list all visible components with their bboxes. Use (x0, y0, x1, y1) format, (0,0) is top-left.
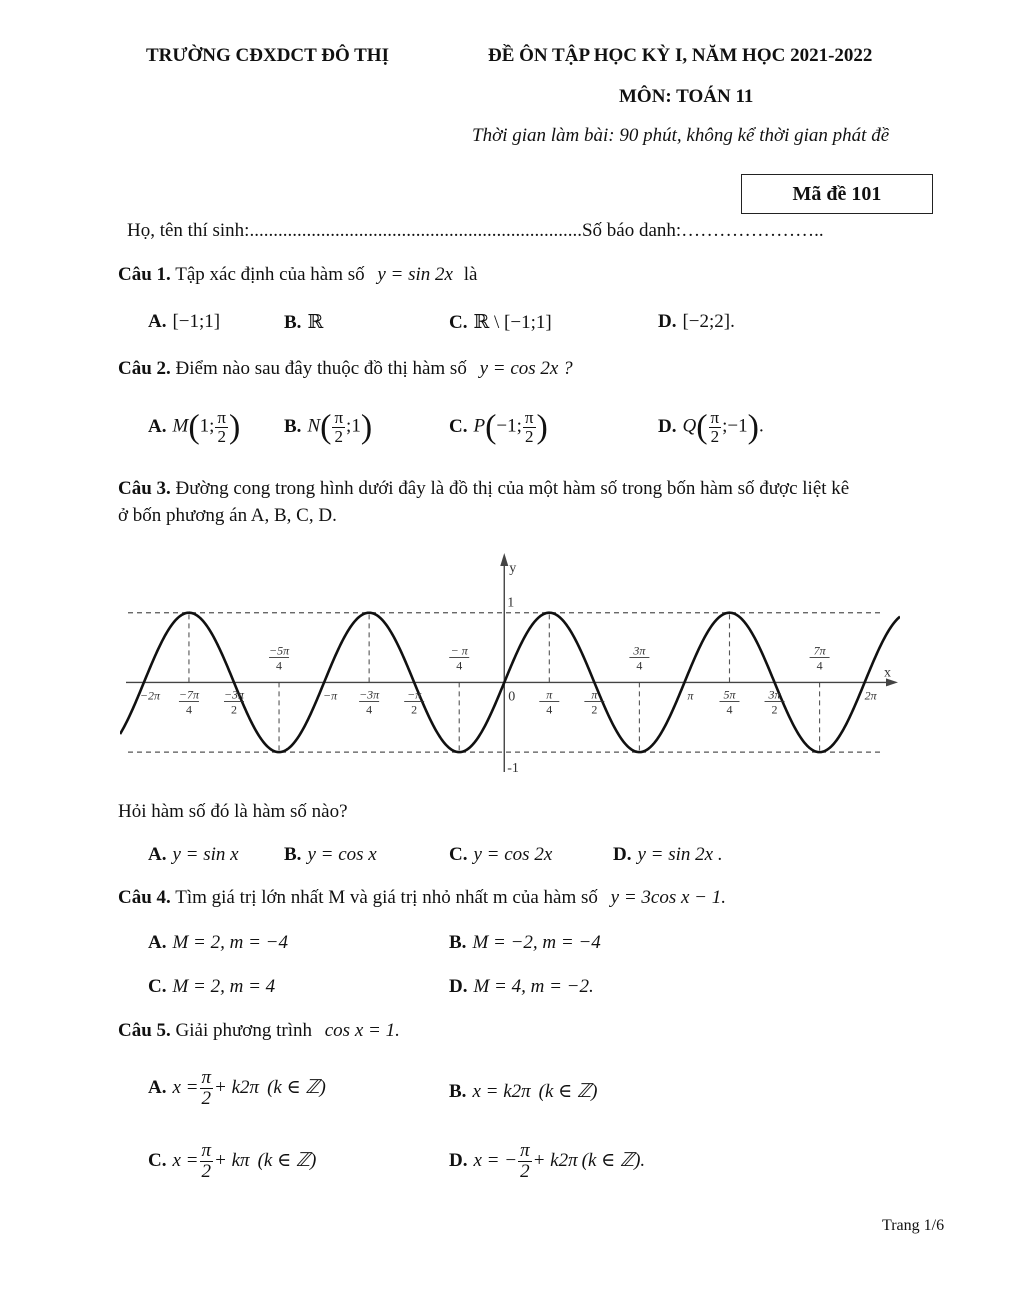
eq-condition: (k ∈ ℤ) (267, 1076, 326, 1098)
option-label: D. (449, 1149, 468, 1171)
x-tick-label (449, 643, 469, 672)
formula: y = 3cos x − 1. (610, 887, 726, 908)
candidate-line: Họ, tên thí sinh:......................................................................Số báo danh:………………….. (127, 220, 824, 241)
time-note: Thời gian làm bài: 90 phút, không kể thời gian phát đề (472, 125, 890, 146)
tick-den: 4 (546, 702, 553, 717)
option-label: A. (148, 844, 167, 865)
tick-den: 4 (276, 658, 283, 673)
tick-den: 4 (366, 702, 373, 717)
y-tick-1: 1 (507, 595, 515, 611)
fraction (200, 1141, 214, 1182)
question-3-prompt: Hỏi hàm số đó là hàm số nào? (118, 801, 348, 822)
q3-option-c (449, 844, 552, 866)
option-label: A. (148, 1076, 167, 1098)
y-tick-minus-1: -1 (507, 761, 519, 777)
tick-num: −2π (139, 688, 160, 703)
point-name: Q (682, 415, 697, 437)
option-label: D. (613, 844, 632, 865)
x-tick-label (687, 688, 694, 702)
question-text: Điểm nào sau đây thuộc đồ thị hàm số (175, 358, 467, 379)
tick-num: 7π (813, 643, 826, 658)
eq-post: + kπ (214, 1149, 250, 1171)
x-tick-label (359, 687, 380, 716)
y-axis-label: y (509, 561, 517, 576)
tick-den: 4 (636, 658, 643, 673)
fraction (709, 409, 722, 446)
y-axis-arrow (500, 553, 508, 566)
frac-num: π (524, 408, 534, 427)
tick-den: 2 (771, 702, 778, 717)
frac-num: π (201, 1067, 212, 1088)
option-label: D. (449, 976, 468, 997)
q1-option-b (284, 311, 323, 334)
option-label: D. (658, 415, 677, 437)
question-text: Đường cong trong hình dưới đây là đồ thị của một hàm số trong bốn hàm số được liệt kê (175, 478, 850, 499)
question-2 (118, 358, 573, 380)
option-text: M = −2, m = −4 (472, 932, 601, 953)
q1-option-c (449, 311, 552, 334)
x-axis-label: x (884, 665, 891, 681)
frac-den: 2 (710, 426, 720, 446)
exam-code-box (741, 174, 933, 214)
question-4 (118, 887, 726, 909)
coord-post: ;1 (346, 415, 361, 437)
frac-den: 2 (201, 1087, 212, 1109)
frac-den: 2 (334, 426, 343, 446)
formula: y = sin 2x (377, 264, 453, 285)
tick-num: −3π (359, 687, 380, 702)
option-label: A. (148, 415, 167, 437)
question-suffix: là (463, 264, 478, 285)
eq-pre: x = (172, 1149, 199, 1171)
q5-option-a (148, 1068, 326, 1109)
tick-num: π (591, 687, 598, 702)
option-label: B. (449, 932, 467, 953)
option-label: A. (148, 932, 167, 953)
option-end: . (758, 415, 764, 437)
formula: y = cos 2x ? (479, 358, 573, 379)
x-tick-label (179, 687, 200, 716)
fraction (215, 409, 228, 446)
question-number: Câu 2. (118, 358, 171, 379)
option-text: y = sin 2x . (637, 844, 723, 865)
option-label: B. (449, 1081, 467, 1102)
q4-option-b (449, 932, 601, 954)
x-tick-label (719, 687, 739, 716)
question-number: Câu 5. (118, 1020, 171, 1041)
x-tick-label (865, 688, 878, 702)
frac-den: 2 (217, 426, 226, 446)
q4-option-d (449, 976, 594, 998)
eq-condition: (k ∈ ℤ). (581, 1149, 646, 1171)
eq-pre: x = − (473, 1149, 518, 1171)
tick-num: − π (450, 643, 468, 658)
tick-num: −π (323, 688, 338, 703)
tick-den: 2 (411, 702, 418, 717)
frac-num: π (201, 1140, 212, 1161)
eq-condition: (k ∈ ℤ) (257, 1149, 317, 1171)
x-tick-label (810, 643, 830, 672)
formula: cos x = 1. (324, 1020, 400, 1041)
option-label: C. (449, 312, 468, 333)
option-label: C. (449, 844, 468, 865)
option-text: y = cos x (307, 844, 377, 865)
eq-pre: x = (172, 1076, 199, 1098)
school-name: TRƯỜNG CĐXDCT ĐÔ THỊ (146, 45, 389, 66)
question-3-line-2: ở bốn phương án A, B, C, D. (118, 505, 337, 526)
coord-post: ;−1 (722, 415, 748, 437)
point-name: M (172, 415, 189, 437)
q3-option-d (613, 844, 723, 866)
option-text: M = 2, m = −4 (172, 932, 288, 953)
option-label: B. (284, 844, 302, 865)
tick-num: 5π (723, 687, 736, 702)
tick-num: π (546, 687, 553, 702)
question-3 (118, 478, 849, 500)
option-label: A. (148, 311, 167, 332)
exam-title: ĐỀ ÔN TẬP HỌC KỲ I, NĂM HỌC 2021-2022 (488, 45, 873, 66)
frac-den: 2 (201, 1160, 212, 1182)
option-label: C. (148, 1149, 167, 1171)
frac-num: π (217, 408, 227, 427)
option-text: y = sin x (172, 844, 239, 865)
tick-den: 2 (591, 702, 598, 717)
option-text: M = 4, m = −2. (473, 976, 594, 997)
q2-option-b: B. N( $\frac{\pi}{2}$ ;1) (284, 408, 373, 446)
question-text: Tập xác định của hàm số (175, 264, 365, 285)
tick-num: −3π (223, 687, 245, 702)
option-text: [−2;2]. (682, 311, 735, 332)
eq-pre: x = k2π (472, 1081, 531, 1102)
tick-num: −7π (178, 687, 200, 702)
tick-num: 2π (864, 688, 877, 703)
question-5 (118, 1020, 400, 1042)
tick-den: 2 (230, 702, 237, 717)
q1-option-d (658, 311, 735, 333)
fraction (518, 1141, 532, 1182)
q5-option-d (449, 1141, 645, 1182)
coord-pre: −1; (496, 415, 522, 437)
q5-option-c (148, 1141, 316, 1182)
x-tick-label (323, 688, 338, 702)
question-1 (118, 264, 477, 286)
q3-option-b (284, 844, 377, 866)
tick-num: 3π (768, 687, 781, 702)
sine-graph (120, 550, 900, 780)
eq-condition: (k ∈ ℤ) (538, 1081, 598, 1102)
eq-post: + k2π (532, 1149, 578, 1171)
x-tick-label (629, 643, 649, 672)
q4-option-c (148, 976, 275, 998)
tick-den: 4 (456, 658, 463, 673)
q2-option-d: D. Q( $\frac{\pi}{2}$ ;−1). (658, 408, 764, 446)
question-text: Giải phương trình (175, 1020, 312, 1041)
option-label: B. (284, 415, 302, 437)
question-number: Câu 3. (118, 478, 171, 499)
frac-den: 2 (524, 426, 534, 446)
tick-num: 3π (633, 643, 646, 658)
frac-den: 2 (520, 1160, 530, 1182)
option-label: D. (658, 311, 677, 332)
exam-code: Mã đề 101 (792, 182, 882, 205)
option-label: C. (449, 415, 468, 437)
point-name: P (473, 415, 486, 437)
q1-option-a (148, 311, 220, 333)
question-text: Tìm giá trị lớn nhất M và giá trị nhỏ nhất m của hàm số (175, 887, 598, 908)
frac-num: π (334, 408, 344, 427)
page-footer: Trang 1/6 (882, 1217, 945, 1234)
point-name: N (307, 415, 321, 437)
option-label: C. (148, 976, 167, 997)
question-number: Câu 1. (118, 264, 171, 285)
q5-option-b (449, 1080, 597, 1103)
frac-num: π (710, 408, 720, 427)
x-tick-label (269, 643, 290, 672)
coord-pre: 1; (199, 415, 215, 437)
tick-den: 4 (726, 702, 733, 717)
q4-option-a (148, 932, 288, 954)
tick-num: −π (407, 687, 422, 702)
fraction (523, 409, 536, 446)
origin-label: 0 (508, 689, 516, 705)
q3-option-a (148, 844, 239, 866)
tick-num: π (687, 688, 694, 703)
q2-option-c: C. P(−1; $\frac{\pi}{2}$ ) (449, 408, 548, 446)
q2-option-a: A. M(1; $\frac{\pi}{2}$ ) (148, 408, 241, 446)
x-tick-label (140, 688, 161, 702)
option-text: M = 2, m = 4 (172, 976, 276, 997)
frac-num: π (520, 1140, 530, 1161)
tick-labels (140, 643, 878, 716)
x-tick-label (539, 687, 559, 716)
tick-den: 4 (816, 658, 823, 673)
option-text: y = cos 2x (473, 844, 553, 865)
option-text: ℝ \ [−1;1] (473, 312, 552, 333)
fraction (200, 1068, 214, 1109)
option-text: [−1;1] (172, 311, 221, 332)
tick-den: 4 (185, 702, 192, 717)
fraction (332, 409, 345, 446)
subject-title: MÔN: TOÁN 11 (619, 86, 754, 107)
option-text: ℝ (307, 312, 324, 333)
tick-num: −5π (268, 643, 290, 658)
question-number: Câu 4. (118, 887, 171, 908)
option-label: B. (284, 312, 302, 333)
eq-post: + k2π (214, 1076, 260, 1098)
